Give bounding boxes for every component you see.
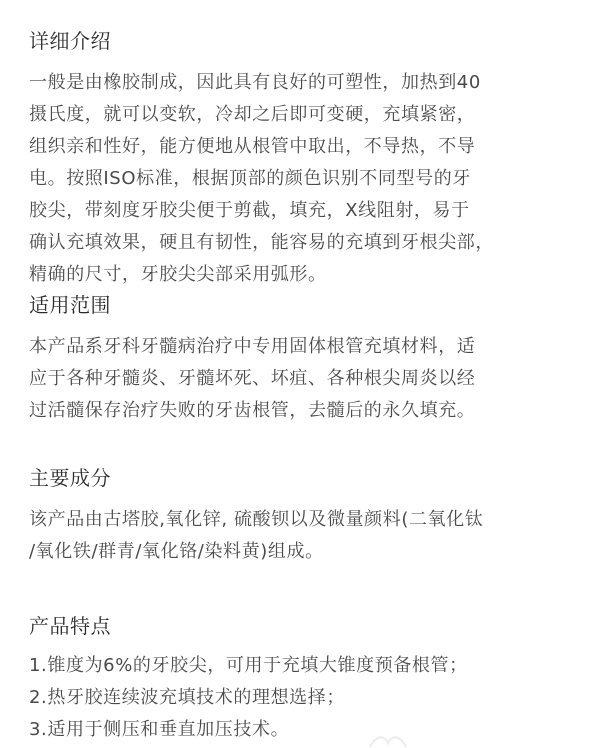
body-line: 确认充填效果，硬且有韧性，能容易的充填到牙根尖部， [29, 232, 494, 253]
feature-item: 2.热牙胶连续波充填技术的理想选择； [29, 687, 345, 708]
section-title-features: 产品特点 [29, 614, 111, 638]
body-line: 应于各种牙髓炎、牙髓坏死、坏疽、各种根尖周炎以经 [29, 368, 476, 389]
body-line: 本产品系牙科牙髓病治疗中专用固体根管充填材料，适 [29, 336, 476, 357]
section-title-scope: 适用范围 [29, 293, 111, 317]
body-line: /氧化铁/群青/氧化铬/染料黄)组成。 [29, 541, 324, 562]
feature-item: 3.适用于侧压和垂直加压技术。 [29, 719, 290, 740]
body-line: 过活髓保存治疗失败的牙齿根管，去髓后的永久填充。 [29, 400, 476, 421]
section-body-ingredients [29, 504, 569, 568]
section-title-ingredients: 主要成分 [29, 466, 111, 490]
body-line: 该产品由古塔胶,氧化锌, 硫酸钡以及微量颜料(二氧化钛 [29, 509, 484, 530]
feature-item: 1.锥度为6%的牙胶尖，可用于充填大锥度预备根管； [29, 655, 468, 676]
body-line: 摄氏度，就可以变软，冷却之后即可变硬，充填紧密， [29, 104, 476, 125]
section-title-details: 详细介绍 [29, 29, 111, 53]
body-line: 组织亲和性好，能方便地从根管中取出，不导热，不导 [29, 136, 476, 157]
section-body-features [29, 650, 569, 746]
body-line: 胶尖，带刻度牙胶尖便于剪截，填充，X线阻射，易于 [29, 200, 470, 221]
watermark-icon [366, 731, 410, 748]
body-line: 精确的尺寸，牙胶尖尖部采用弧形。 [29, 264, 327, 285]
body-line: 电。按照ISO标准，根据顶部的颜色识别不同型号的牙 [29, 168, 471, 189]
body-line: 一般是由橡胶制成，因此具有良好的可塑性，加热到40 [29, 72, 481, 93]
section-body-scope [29, 331, 569, 427]
section-body-details [29, 67, 569, 291]
